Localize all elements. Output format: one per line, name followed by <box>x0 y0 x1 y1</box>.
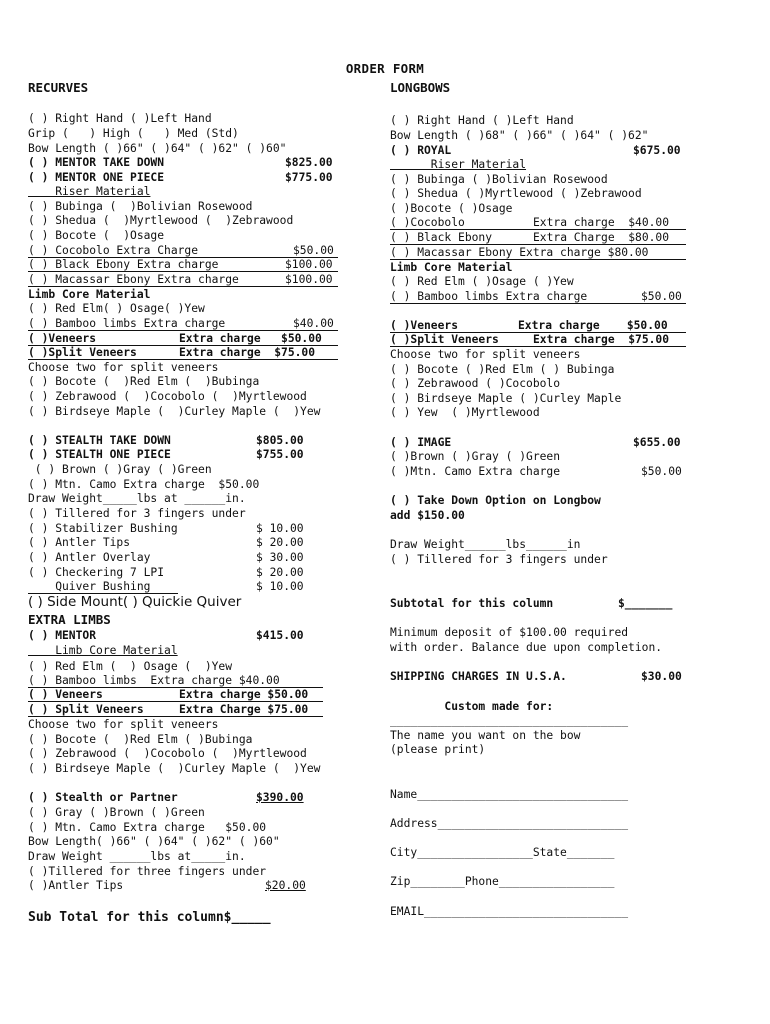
underline-rule <box>390 346 686 347</box>
form-line: ( ) Stealth or Partner <box>28 791 178 804</box>
form-line: ( )Split Veneers <box>390 333 499 346</box>
form-line: ( ) Bamboo limbs Extra charge <box>390 290 588 303</box>
form-line: The name you want on the bow <box>390 729 581 742</box>
form-line: ( ) MENTOR TAKE DOWN <box>28 156 165 169</box>
form-line: ( ) Birdseye Maple ( )Curley Maple ( )Yew <box>28 405 321 418</box>
form-line: ( )Veneers <box>390 319 459 332</box>
form-price: $_______ <box>618 597 673 610</box>
form-line: ( ) Bubinga ( )Bolivian Rosewood <box>28 200 253 213</box>
form-line: ( ) ROYAL <box>390 144 452 157</box>
form-price: $825.00 <box>285 156 333 169</box>
form-line: ( ) Cocobolo Extra Charge <box>28 244 199 257</box>
form-line: ( ) Shedua ( )Myrtlewood ( )Zebrawood <box>390 187 642 200</box>
form-line: ( ) Bocote ( )Red Elm ( )Bubinga <box>28 733 253 746</box>
form-line: ( )Cocobolo <box>390 216 465 229</box>
form-line: ( )Antler Tips <box>28 879 124 892</box>
form-line: EXTRA LIMBS <box>28 612 111 627</box>
underline-rule <box>390 244 686 245</box>
form-line: Riser Material <box>390 158 527 171</box>
form-line: ( ) Bocote ( )Osage <box>28 229 165 242</box>
form-line: ( ) Stabilizer Bushing <box>28 522 178 535</box>
form-line: Limb Core Material <box>390 261 513 274</box>
form-line: ( ) Bamboo limbs Extra charge $40.00 <box>28 674 280 687</box>
form-line: ( )Split Veneers <box>28 346 137 359</box>
form-line: Bow Length ( )66" ( )64" ( )62" ( )60" <box>28 142 287 155</box>
form-line: Draw Weight ______lbs at_____in. <box>28 850 246 863</box>
form-line: RECURVES <box>28 80 89 95</box>
form-line: Bow Length( )66" ( )64" ( )62" ( )60" <box>28 835 280 848</box>
form-line: ( ) Zebrawood ( )Cocobolo ( )Myrtlewood <box>28 390 307 403</box>
form-line: ( ) Take Down Option on Longbow <box>390 494 601 507</box>
underline-rule <box>28 701 323 702</box>
form-line: ( ) Zebrawood ( )Cocobolo ( )Myrtlewood <box>28 747 307 760</box>
form-price: $40.00 <box>293 317 334 330</box>
form-line: ( ) Checkering 7 LPI <box>28 566 165 579</box>
form-line: Limb Core Material <box>28 288 151 301</box>
form-line: ( )Tillered for three fingers under <box>28 865 267 878</box>
form-price: $ 20.00 <box>256 566 304 579</box>
form-line: ( ) Bocote ( )Red Elm ( )Bubinga <box>28 375 260 388</box>
form-line: Custom made for: <box>390 700 554 713</box>
form-line: with order. Balance due upon completion. <box>390 641 663 654</box>
form-line: ( ) Black Ebony <box>390 231 493 244</box>
form-line: ( ) Gray ( )Brown ( )Green <box>28 806 205 819</box>
form-line: ( ) Antler Overlay <box>28 551 151 564</box>
form-line: ( )Mtn. Camo Extra charge <box>390 465 561 478</box>
form-price: Extra charge $75.00 <box>533 333 670 346</box>
form-line: ( ) Brown ( )Gray ( )Green <box>28 463 212 476</box>
underline-rule <box>390 303 686 304</box>
form-line: Zip________Phone_________________ <box>390 875 615 888</box>
form-line: Draw Weight______lbs______in <box>390 538 581 551</box>
form-price: Extra Charge $75.00 <box>179 703 309 716</box>
form-line: ( ) Antler Tips <box>28 536 131 549</box>
form-line: ( ) Macassar Ebony Extra charge $80.00 <box>390 246 649 259</box>
form-price: $30.00 <box>641 670 682 683</box>
form-line: ( ) Birdseye Maple ( )Curley Maple <box>390 392 622 405</box>
form-line: ( ) Shedua ( )Myrtlewood ( )Zebrawood <box>28 214 294 227</box>
form-price: $ 20.00 <box>256 536 304 549</box>
form-line: Limb Core Material <box>28 644 178 657</box>
form-price: $ 10.00 <box>256 580 304 593</box>
form-line: ( ) Macassar Ebony Extra charge <box>28 273 239 286</box>
form-line: Riser Material <box>28 185 151 198</box>
form-line: Sub Total for this column$_____ <box>28 910 271 925</box>
form-line: add $150.00 <box>390 509 465 522</box>
form-line: ( ) Red Elm ( ) Osage ( )Yew <box>28 660 233 673</box>
form-line: ( ) Split Veneers <box>28 703 144 716</box>
underline-rule <box>390 229 686 230</box>
form-line: LONGBOWS <box>390 80 451 95</box>
underline-rule <box>28 271 338 272</box>
form-price: Extra charge $75.00 <box>179 346 316 359</box>
form-line: City_________________State_______ <box>390 846 615 859</box>
form-price: Extra charge $50.00 <box>518 319 668 332</box>
form-line: ( ) Bubinga ( )Bolivian Rosewood <box>390 173 608 186</box>
form-line: ( ) STEALTH TAKE DOWN <box>28 434 171 447</box>
underline-rule <box>28 330 338 331</box>
form-line: Bow Length ( )68" ( )66" ( )64" ( )62" <box>390 129 649 142</box>
form-price: $50.00 <box>641 290 682 303</box>
form-line: (please print) <box>390 743 486 756</box>
form-price: Extra Charge $80.00 <box>533 231 670 244</box>
form-price: $775.00 <box>285 171 333 184</box>
form-price: $50.00 <box>293 244 334 257</box>
form-price: $390.00 <box>256 791 304 804</box>
underline-rule <box>390 259 686 260</box>
form-price: $ 30.00 <box>256 551 304 564</box>
form-line: ( ) Right Hand ( )Left Hand <box>390 114 574 127</box>
form-line: ( ) Mtn. Camo Extra charge $50.00 <box>28 478 260 491</box>
form-line: ( )Brown ( )Gray ( )Green <box>390 450 561 463</box>
form-line: Grip ( ) High ( ) Med (Std) <box>28 127 239 140</box>
form-line: ( ) Side Mount( ) Quickie Quiver <box>28 594 242 610</box>
form-line: ( ) Right Hand ( )Left Hand <box>28 112 212 125</box>
form-line: ( ) MENTOR ONE PIECE <box>28 171 165 184</box>
form-line: ( ) Bamboo limbs Extra charge <box>28 317 226 330</box>
form-line: ( ) IMAGE <box>390 436 452 449</box>
form-price: $20.00 <box>265 879 306 892</box>
form-price: $ 10.00 <box>256 522 304 535</box>
form-line: ( ) Veneers <box>28 688 103 701</box>
underline-rule <box>28 286 338 287</box>
form-price: $805.00 <box>256 434 304 447</box>
form-price: $755.00 <box>256 448 304 461</box>
form-line: ( ) Red Elm( ) Osage( )Yew <box>28 302 205 315</box>
form-line: Choose two for split veneers <box>28 718 219 731</box>
form-price: Extra charge $40.00 <box>533 216 670 229</box>
form-line: ( )Veneers <box>28 332 97 345</box>
form-line: Address____________________________ <box>390 817 629 830</box>
form-line: Name_______________________________ <box>390 788 629 801</box>
form-line: Subtotal for this column <box>390 597 554 610</box>
form-line: ( )Bocote ( )Osage <box>390 202 513 215</box>
form-line: ( ) Zebrawood ( )Cocobolo <box>390 377 561 390</box>
form-line: Choose two for split veneers <box>390 348 581 361</box>
form-line: ( ) Red Elm ( )Osage ( )Yew <box>390 275 574 288</box>
form-line: EMAIL______________________________ <box>390 905 629 918</box>
form-line: ( ) Birdseye Maple ( )Curley Maple ( )Yew <box>28 762 321 775</box>
form-line: ( ) Yew ( )Myrtlewood <box>390 406 540 419</box>
form-price: $50.00 <box>641 465 682 478</box>
form-price: $415.00 <box>256 629 304 642</box>
form-price: Extra charge $50.00 <box>179 688 309 701</box>
form-line: ( ) Mtn. Camo Extra charge $50.00 <box>28 821 267 834</box>
form-price: $655.00 <box>633 436 681 449</box>
form-line: ( ) Bocote ( )Red Elm ( ) Bubinga <box>390 363 615 376</box>
form-line: ( ) MENTOR <box>28 629 97 642</box>
form-price: $100.00 <box>285 273 333 286</box>
form-price: Extra charge $50.00 <box>179 332 322 345</box>
underline-rule <box>28 359 338 360</box>
form-price: $100.00 <box>285 258 333 271</box>
form-line: Quiver Bushing <box>28 580 151 593</box>
underline-rule <box>28 716 323 717</box>
form-line: ( ) Black Ebony Extra charge <box>28 258 219 271</box>
form-line: ( ) Tillered for 3 fingers under <box>28 507 246 520</box>
form-line: Minimum deposit of $100.00 required <box>390 626 629 639</box>
form-line: Draw Weight_____lbs at ______in. <box>28 492 246 505</box>
form-line: SHIPPING CHARGES IN U.S.A. <box>390 670 567 683</box>
form-line: ( ) STEALTH ONE PIECE <box>28 448 171 461</box>
form-line: ( ) Tillered for 3 fingers under <box>390 553 608 566</box>
form-price: $675.00 <box>633 144 681 157</box>
page-title: ORDER FORM <box>345 61 425 76</box>
form-line: Choose two for split veneers <box>28 361 219 374</box>
form-line: ___________________________________ <box>390 714 629 727</box>
